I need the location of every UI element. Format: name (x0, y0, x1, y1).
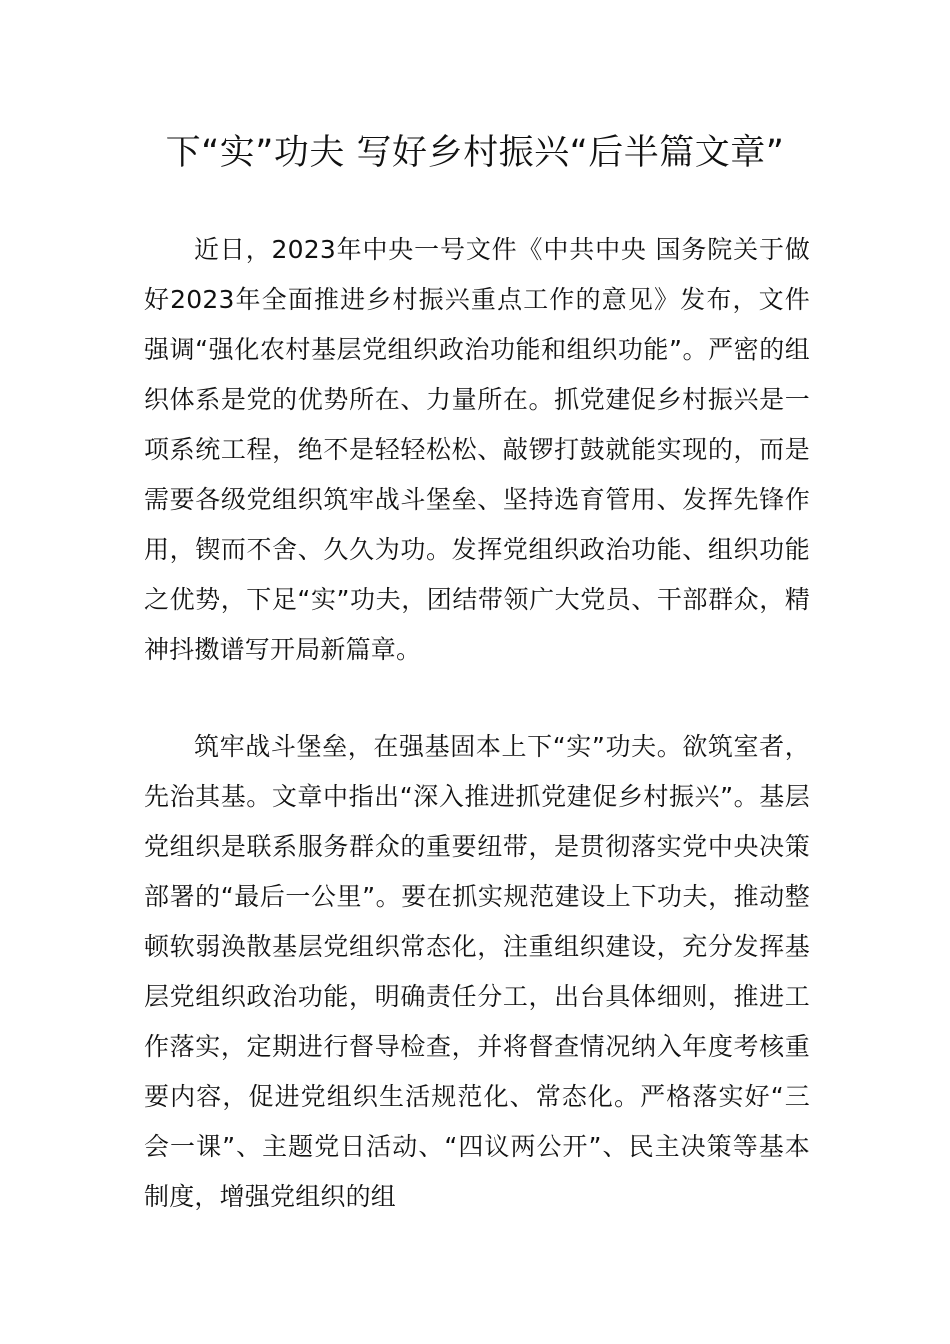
paragraph-1: 近日，2023年中央一号文件《中共中央 国务院关于做好2023年全面推进乡村振兴重点工作的意见》发布，文件强调“强化农村基层党组织政治功能和组织功能”。严密的组织体系是党的优势所在、力量所在。抓党建促乡村振兴是一项系统工程，绝不是轻轻松松、敲锣打鼓就能实现的，而是需要各级党组织筑牢战斗堡垒、坚持选育管用、发挥先锋作用，锲而不舍、久久为功。发挥党组织政治功能、组织功能之优势，下足“实”功夫，团结带领广大党员、干部群众，精神抖擞谱写开局新篇章。 (144, 235, 810, 664)
paragraph-2: 筑牢战斗堡垒，在强基固本上下“实”功夫。欲筑室者，先治其基。文章中指出“深入推进抓党建促乡村振兴”。基层党组织是联系服务群众的重要纽带，是贯彻落实党中央决策部署的“最后一公里”。要在抓实规范建设上下功夫，推动整顿软弱涣散基层党组织常态化，注重组织建设，充分发挥基层党组织政治功能，明确责任分工，出台具体细则，推进工作落实，定期进行督导检查，并将督查情况纳入年度考核重要内容，促进党组织生活规范化、常态化。严格落实好“三会一课”、主题党日活动、“四议两公开”、民主决策等基本制度，增强党组织的组 (144, 732, 810, 1211)
document-title: 下“实”功夫 写好乡村振兴“后半篇文章” (165, 133, 785, 173)
